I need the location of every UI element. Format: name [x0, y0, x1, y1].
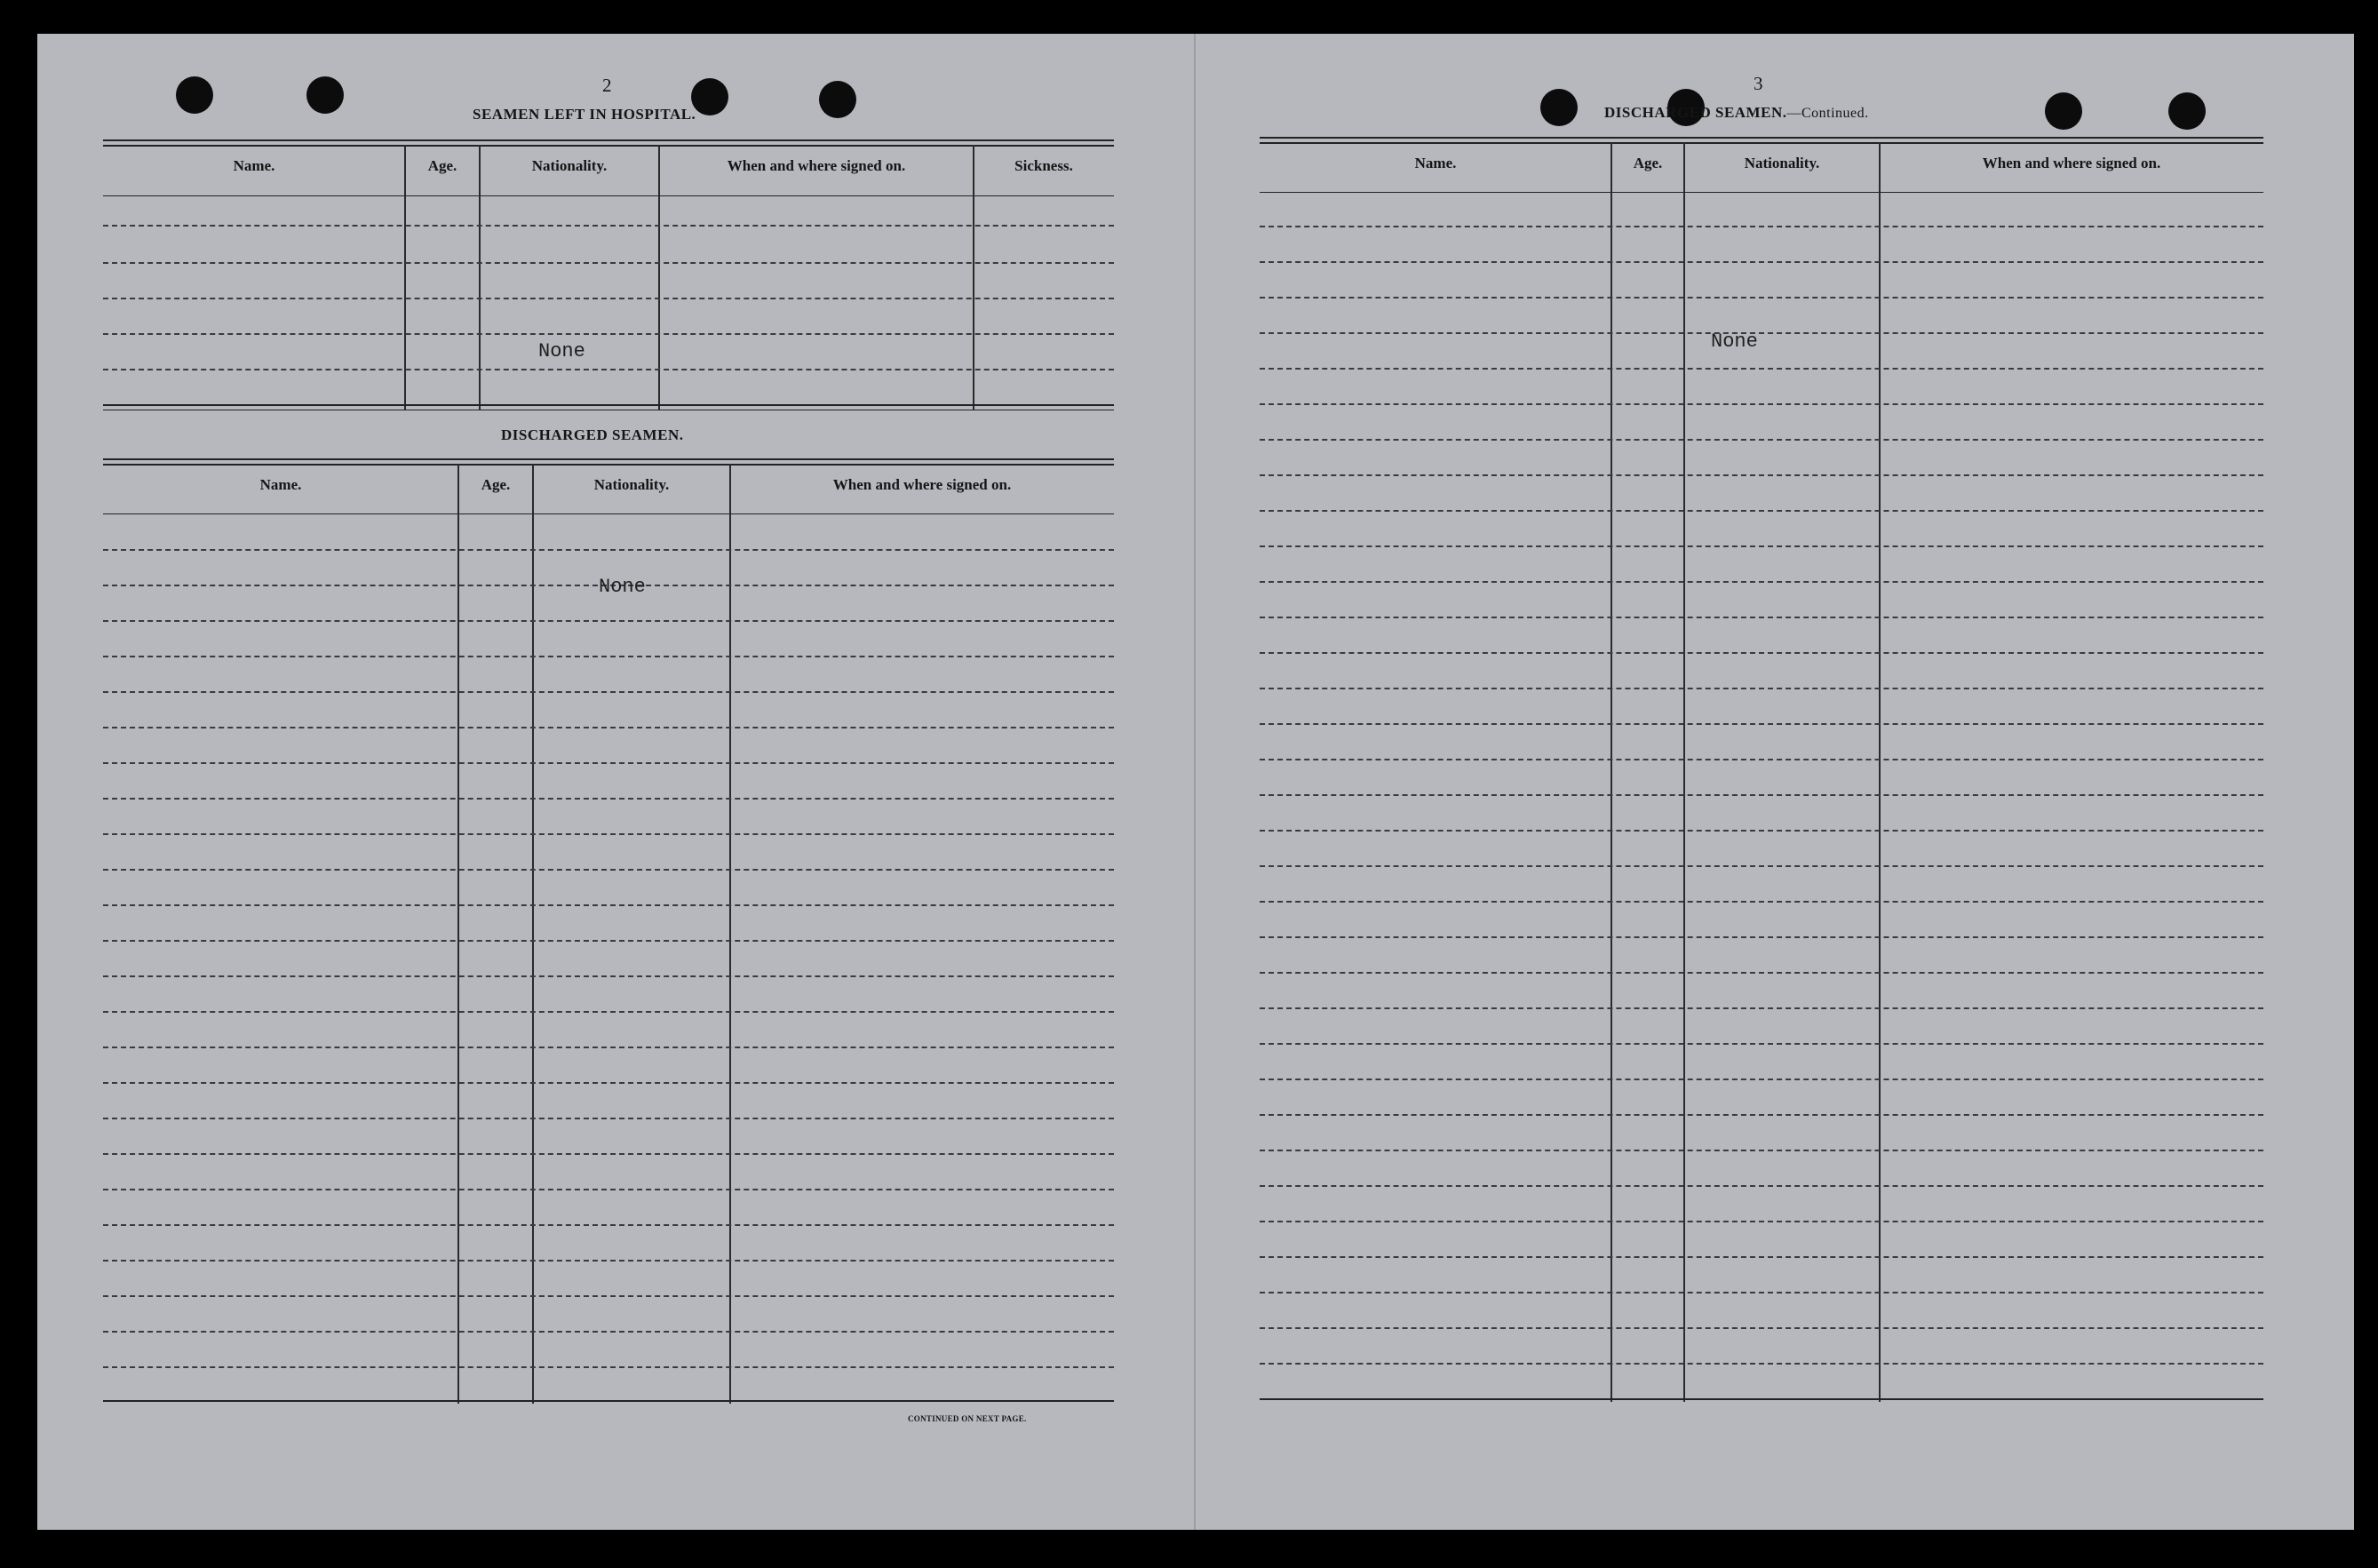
punch-hole: [691, 78, 728, 115]
header-nationality: Nationality.: [531, 157, 608, 174]
page-fold: [1194, 34, 1196, 1530]
ruled-line: [1260, 1292, 2263, 1293]
header-name: Name.: [259, 476, 302, 493]
ruled-line: [103, 549, 1114, 551]
punch-hole: [819, 81, 856, 118]
discharged-continued-header-row: [1260, 155, 2263, 190]
punch-hole: [176, 76, 213, 114]
ruled-line: [1260, 1043, 2263, 1045]
ruled-line: [1260, 1007, 2263, 1009]
header-name: Name.: [233, 157, 275, 174]
ruled-line: [103, 904, 1114, 906]
ruled-line: [1260, 723, 2263, 725]
ruled-line: [103, 1011, 1114, 1013]
continued-footer: CONTINUED ON NEXT PAGE.: [908, 1414, 1027, 1423]
punch-hole: [1540, 89, 1578, 126]
hospital-table: [103, 139, 1114, 410]
ruled-line: [103, 1295, 1114, 1297]
punch-hole: [306, 76, 344, 114]
ruled-line: [103, 1082, 1114, 1084]
ruled-line: [103, 833, 1114, 835]
ruled-line: [103, 1224, 1114, 1226]
discharged-table-right: [1260, 137, 2263, 1405]
ruled-line: [103, 1366, 1114, 1368]
ruled-line: [103, 798, 1114, 800]
ruled-line: [1260, 865, 2263, 867]
ruled-line: [103, 1153, 1114, 1155]
ruled-line: [1260, 652, 2263, 654]
ruled-line: [1260, 403, 2263, 405]
ruled-line: [1260, 510, 2263, 512]
ruled-line: [103, 1118, 1114, 1119]
ruled-line: [1260, 261, 2263, 263]
discharged-table-left: [103, 458, 1114, 1405]
ruled-line: [1260, 1327, 2263, 1329]
punch-hole: [2168, 92, 2206, 130]
ruled-line: [103, 1331, 1114, 1333]
hospital-header-row: [103, 157, 1114, 193]
header-sickness: Sickness.: [1014, 157, 1073, 174]
header-age: Age.: [1633, 155, 1663, 171]
ruled-line: [103, 762, 1114, 764]
header-signed-on: When and where signed on.: [832, 476, 1012, 493]
ruled-line: [103, 1260, 1114, 1262]
ruled-line: [1260, 936, 2263, 938]
ruled-line: [1260, 972, 2263, 974]
discharged-entry-left: None: [599, 576, 646, 598]
ruled-line: [1260, 439, 2263, 441]
ruled-line: [103, 656, 1114, 657]
header-nationality: Nationality.: [1744, 155, 1820, 171]
ruled-line: [103, 869, 1114, 871]
header-age: Age.: [481, 476, 511, 493]
ruled-line: [1260, 226, 2263, 227]
ruled-line: [1260, 581, 2263, 583]
punch-hole: [2045, 92, 2082, 130]
ruled-line: [1260, 1114, 2263, 1116]
ruled-line: [103, 1047, 1114, 1048]
ruled-line: [103, 975, 1114, 977]
ruled-line: [1260, 617, 2263, 618]
ruled-line: [1260, 1256, 2263, 1258]
ruled-line: [103, 691, 1114, 693]
title-main: DISCHARGED SEAMEN.: [1604, 104, 1787, 121]
title-suffix: —Continued.: [1786, 106, 1869, 121]
ruled-line: [1260, 901, 2263, 903]
ruled-line: [1260, 794, 2263, 796]
hospital-section-title: SEAMEN LEFT IN HOSPITAL.: [473, 106, 696, 123]
ruled-line: [1260, 1221, 2263, 1222]
header-nationality: Nationality.: [593, 476, 670, 493]
ruled-line: [1260, 545, 2263, 547]
ruled-line: [103, 620, 1114, 622]
header-name: Name.: [1414, 155, 1457, 171]
ruled-line: [1260, 368, 2263, 370]
ruled-line: [1260, 474, 2263, 476]
ruled-line: [1260, 759, 2263, 760]
ruled-line: [103, 1189, 1114, 1190]
ruled-line: [1260, 1078, 2263, 1080]
ruled-line: [1260, 332, 2263, 334]
discharged-entry-right: None: [1711, 330, 1758, 353]
ruled-line: [1260, 830, 2263, 832]
ruled-line: [103, 940, 1114, 942]
ruled-line: [1260, 688, 2263, 689]
ruled-line: [103, 727, 1114, 728]
discharged-continued-title: [1604, 104, 1869, 122]
discharged-header-row: [103, 476, 1114, 512]
hospital-entry: None: [538, 340, 585, 362]
discharged-section-title: DISCHARGED SEAMEN.: [501, 426, 684, 443]
ruled-line: [1260, 1363, 2263, 1365]
page-number-left: 2: [602, 75, 612, 96]
ruled-line: [1260, 1185, 2263, 1187]
page-number-right: 3: [1754, 73, 1763, 94]
header-signed-on: When and where signed on.: [727, 157, 906, 174]
ruled-line: [1260, 297, 2263, 298]
header-signed-on: When and where signed on.: [1982, 155, 2161, 171]
ruled-line: [1260, 1150, 2263, 1151]
header-age: Age.: [427, 157, 457, 174]
